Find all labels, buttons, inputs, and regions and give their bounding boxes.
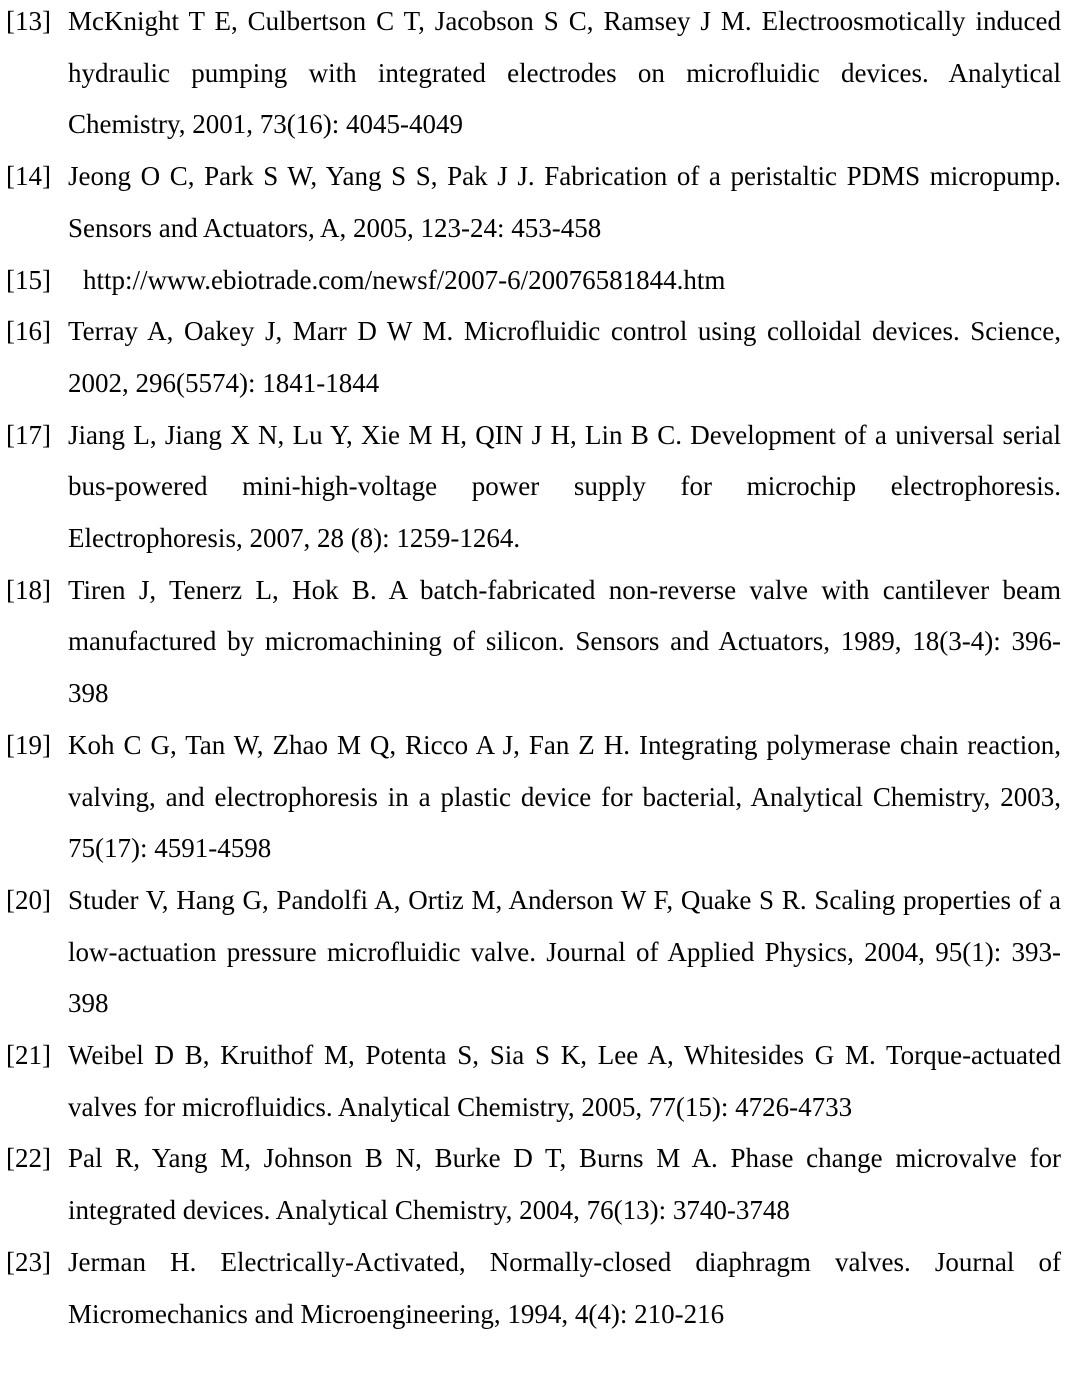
reference-text: Pal R, Yang M, Johnson B N, Burke D T, Burns M A. Phase change microvalve for integrated devices. Analytical Chemistry, 2004, 76(13): 3740-3748	[68, 1143, 1061, 1226]
reference-number: [21]	[6, 1040, 51, 1071]
reference-item	[6, 875, 1061, 1030]
reference-item	[6, 565, 1061, 720]
reference-item	[6, 1237, 1061, 1340]
reference-number: [23]	[6, 1246, 51, 1277]
reference-list	[6, 0, 1061, 1340]
reference-item	[6, 151, 1061, 254]
reference-item	[6, 410, 1061, 565]
reference-text: Jeong O C, Park S W, Yang S S, Pak J J. Fabrication of a peristaltic PDMS micropump. Sensors and Actuators, A, 2005, 123-24: 453-458	[68, 161, 1061, 243]
reference-text: Terray A, Oakey J, Marr D W M. Microfluidic control using colloidal devices. Science, 2002, 296(5574): 1841-1844	[68, 316, 1061, 398]
reference-number: [14]	[6, 161, 51, 192]
reference-number: [18]	[6, 574, 51, 605]
reference-text: McKnight T E, Culbertson C T, Jacobson S C, Ramsey J M. Electroosmotically induced hydraulic pumping with integrated electrodes on microfluidic devices. Analytical Chemistry, 2001, 73(16): 4045-4049	[68, 6, 1061, 140]
reference-item	[6, 0, 1061, 151]
reference-text: Tiren J, Tenerz L, Hok B. A batch-fabricated non-reverse valve with cantilever beam manufactured by micromachining of silicon. Sensors and Actuators, 1989, 18(3-4): 396-398	[68, 574, 1061, 709]
reference-number: [15]	[6, 264, 51, 295]
reference-text: Jerman H. Electrically-Activated, Normally-closed diaphragm valves. Journal of Micromechanics and Microengineering, 1994, 4(4): 210-216	[68, 1246, 1061, 1329]
reference-number: [20]	[6, 884, 51, 915]
reference-number: [17]	[6, 419, 51, 450]
reference-text: Studer V, Hang G, Pandolfi A, Ortiz M, Anderson W F, Quake S R. Scaling properties of a low-actuation pressure microfluidic valve. Journal of Applied Physics, 2004, 95(1): 393-398	[68, 884, 1061, 1019]
reference-number: [22]	[6, 1143, 51, 1174]
reference-item	[6, 720, 1061, 875]
reference-item	[6, 1030, 1061, 1133]
reference-item	[6, 255, 1061, 307]
reference-text: Koh C G, Tan W, Zhao M Q, Ricco A J, Fan Z H. Integrating polymerase chain reaction, valving, and electrophoresis in a plastic device for bacterial, Analytical Chemistry, 2003, 75(17): 4591-4598	[68, 729, 1061, 864]
reference-text: Weibel D B, Kruithof M, Potenta S, Sia S K, Lee A, Whitesides G M. Torque-actuated valves for microfluidics. Analytical Chemistry, 2005, 77(15): 4726-4733	[68, 1040, 1061, 1122]
reference-number: [16]	[6, 316, 51, 347]
reference-url: http://www.ebiotrade.com/newsf/2007-6/20076581844.htm	[83, 264, 726, 295]
reference-number: [13]	[6, 6, 51, 36]
reference-text: Jiang L, Jiang X N, Lu Y, Xie M H, QIN J H, Lin B C. Development of a universal serial bus-powered mini-high-voltage power supply for microchip electrophoresis. Electrophoresis, 2007, 28 (8): 1259-1264.	[68, 419, 1061, 554]
reference-number: [19]	[6, 729, 51, 760]
reference-item	[6, 1133, 1061, 1236]
reference-item	[6, 306, 1061, 409]
